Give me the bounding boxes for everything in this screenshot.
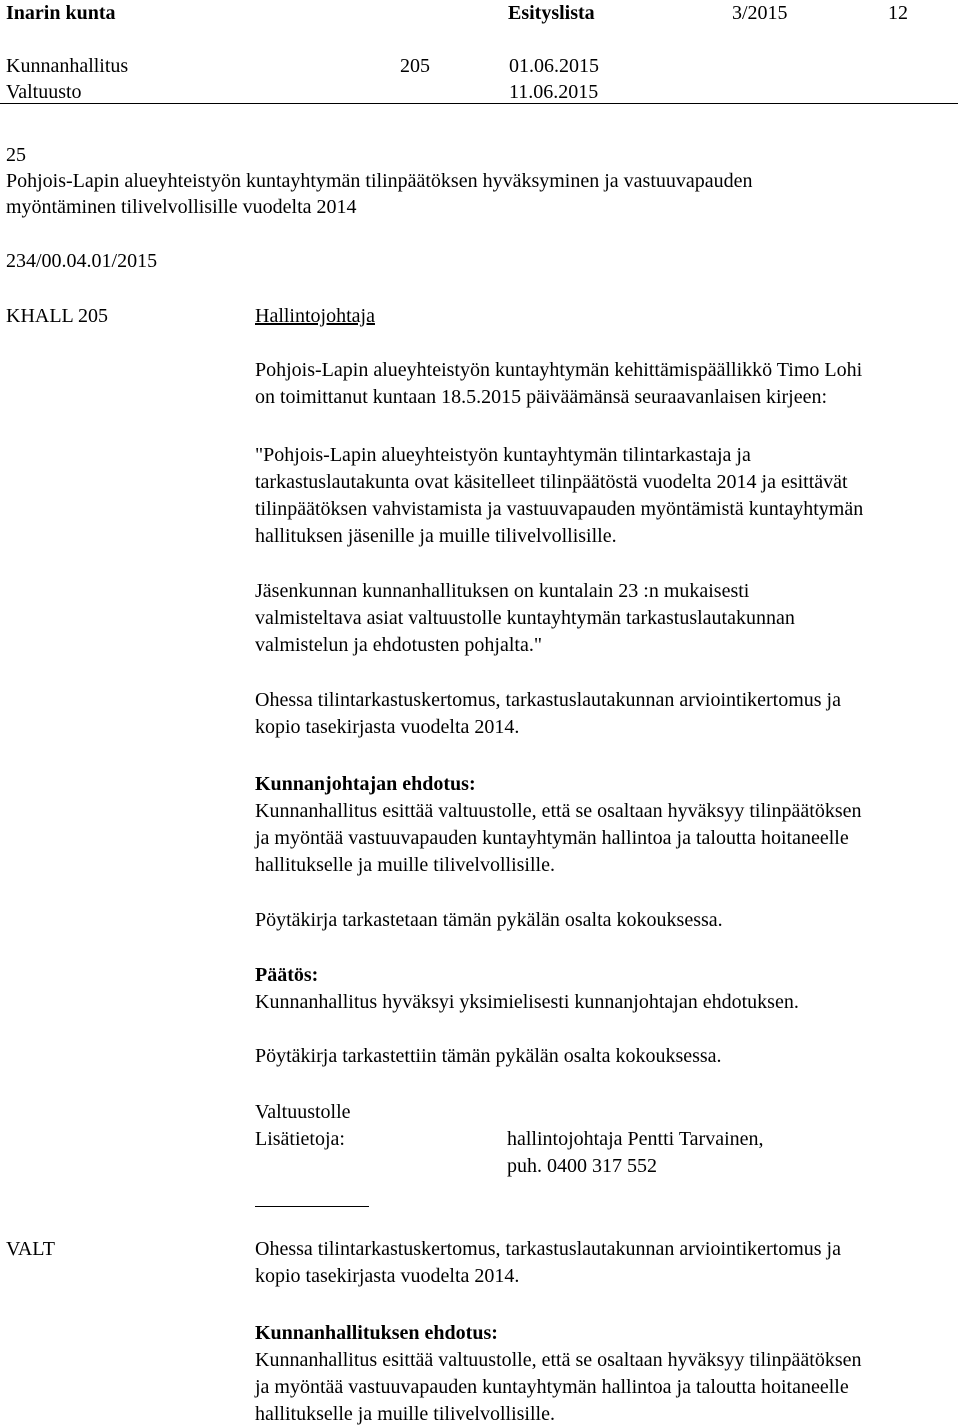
quote-line: valmistelun ja ehdotusten pohjalta.": [255, 634, 542, 656]
quote-line: valmisteltava asiat valtuustolle kuntayhtymän tarkastuslautakunnan: [255, 607, 795, 629]
info-contact-phone: puh. 0400 317 552: [507, 1155, 657, 1177]
municipality-name: Inarin kunta: [6, 2, 116, 24]
meeting-body-1: Kunnanhallitus: [6, 55, 129, 77]
forward-to: Valtuustolle: [255, 1101, 351, 1123]
quote-paragraph-1: [255, 442, 955, 550]
item-number: 25: [6, 144, 26, 166]
proposal-heading: Kunnanjohtajan ehdotus:: [255, 773, 476, 795]
proposal-line: Kunnanhallitus esittää valtuustolle, että se osaltaan hyväksyy tilinpäätöksen: [255, 800, 862, 822]
meeting-body-2: Valtuusto: [6, 81, 82, 103]
page-number: 12: [888, 2, 908, 24]
attachment-line: kopio tasekirjasta vuodelta 2014.: [255, 716, 520, 738]
item-title-line-1: Pohjois-Lapin alueyhteistyön kuntayhtymän tilinpäätöksen hyväksyminen ja vastuuvapauden: [6, 170, 753, 192]
info-label: Lisätietoja:: [255, 1128, 345, 1150]
header-divider: [0, 103, 958, 104]
minutes-checked: Pöytäkirja tarkastettiin tämän pykälän osalta kokouksessa.: [255, 1045, 722, 1067]
meeting-date-2: 11.06.2015: [509, 81, 599, 103]
minutes-note: Pöytäkirja tarkastetaan tämän pykälän osalta kokouksessa.: [255, 909, 723, 931]
preparer-title: Hallintojohtaja: [255, 305, 375, 327]
attachment-line: Ohessa tilintarkastuskertomus, tarkastuslautakunnan arviointikertomus ja: [255, 689, 841, 711]
valt-attachment-paragraph: [255, 1236, 955, 1290]
decision-text: Kunnanhallitus hyväksyi yksimielisesti kunnanjohtajan ehdotuksen.: [255, 991, 799, 1013]
attachment-line: Ohessa tilintarkastuskertomus, tarkastuslautakunnan arviointikertomus ja: [255, 1238, 841, 1260]
proposal-heading: Kunnanhallituksen ehdotus:: [255, 1322, 498, 1344]
info-contact-name: hallintojohtaja Pentti Tarvainen,: [507, 1128, 764, 1150]
proposal-line: Kunnanhallitus esittää valtuustolle, että se osaltaan hyväksyy tilinpäätöksen: [255, 1349, 862, 1371]
quote-line: hallituksen jäsenille ja muille tilivelvollisille.: [255, 525, 617, 547]
khall-label: KHALL 205: [6, 305, 109, 327]
attachment-line: kopio tasekirjasta vuodelta 2014.: [255, 1265, 520, 1287]
decision-heading: Päätös:: [255, 964, 319, 986]
quote-line: Jäsenkunnan kunnanhallituksen on kuntalain 23 :n mukaisesti: [255, 580, 750, 602]
record-number: 234/00.04.01/2015: [6, 250, 158, 272]
intro-line: on toimittanut kuntaan 18.5.2015 päiväämänsä seuraavanlaisen kirjeen:: [255, 386, 828, 408]
meeting-date-1: 01.06.2015: [509, 55, 599, 77]
proposal-line: hallitukselle ja muille tilivelvollisille.: [255, 854, 555, 876]
intro-paragraph: [255, 357, 955, 411]
proposal-line: hallitukselle ja muille tilivelvollisille.: [255, 1403, 555, 1425]
item-title-line-2: myöntäminen tilivelvollisille vuodelta 2014: [6, 196, 357, 218]
intro-line: Pohjois-Lapin alueyhteistyön kuntayhtymän kehittämispäällikkö Timo Lohi: [255, 359, 863, 381]
section-divider: [255, 1206, 369, 1207]
board-proposal: [255, 1320, 955, 1428]
quote-line: tilinpäätöksen vahvistamista ja vastuuvapauden myöntämistä kuntayhtymän: [255, 498, 864, 520]
quote-line: "Pohjois-Lapin alueyhteistyön kuntayhtymän tilintarkastaja ja: [255, 444, 751, 466]
document-type: Esityslista: [508, 2, 595, 24]
attachment-paragraph: [255, 687, 955, 741]
proposal-line: ja myöntää vastuuvapauden kuntayhtymän hallintoa ja taloutta hoitaneelle: [255, 827, 849, 849]
valt-label: VALT: [6, 1238, 55, 1260]
meeting-section-1: 205: [400, 55, 430, 77]
decision-block: [255, 962, 955, 1016]
manager-proposal: [255, 771, 955, 879]
quote-paragraph-2: [255, 578, 955, 659]
quote-line: tarkastuslautakunta ovat käsitelleet tilinpäätöstä vuodelta 2014 ja esittävät: [255, 471, 848, 493]
document-number: 3/2015: [732, 2, 788, 24]
proposal-line: ja myöntää vastuuvapauden kuntayhtymän hallintoa ja taloutta hoitaneelle: [255, 1376, 849, 1398]
